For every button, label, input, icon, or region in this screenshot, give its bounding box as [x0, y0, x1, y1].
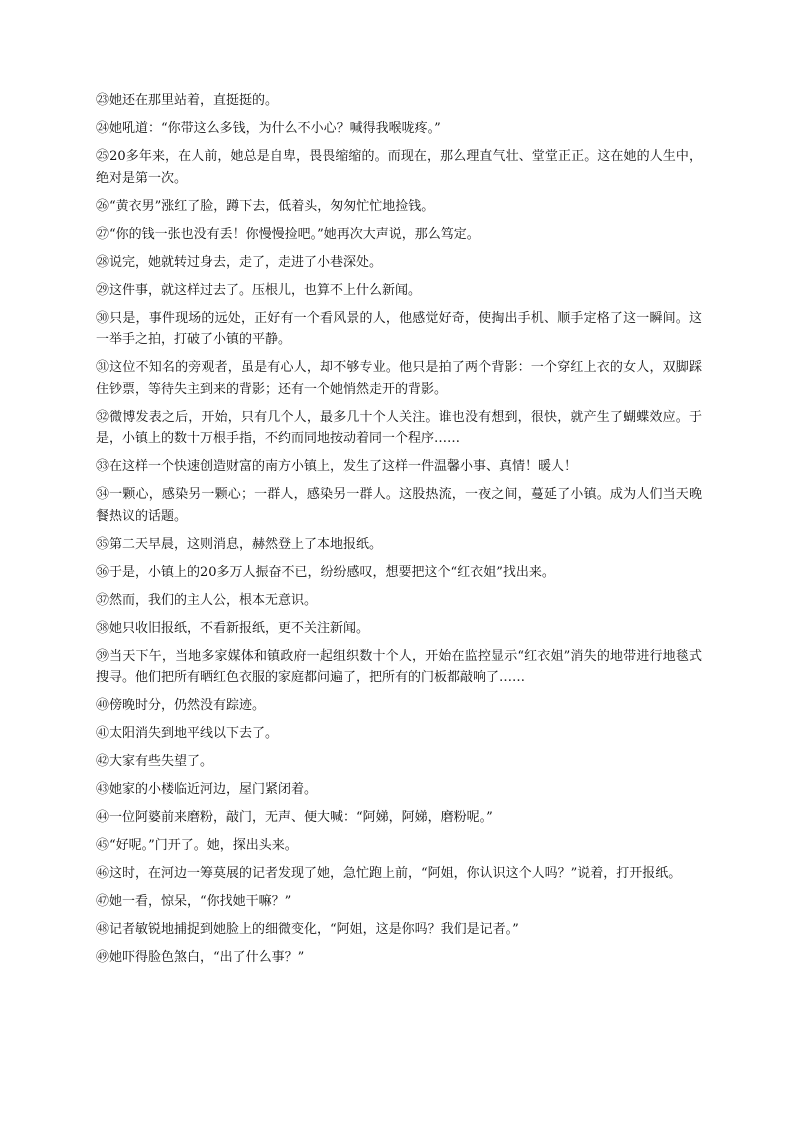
paragraph-31: ㉛这位不知名的旁观者，虽是有心人，却不够专业。他只是拍了两个背影：一个穿红上衣的女人，双脚踩住钞票，等待失主到来的背影；还有一个她悄然走开的背影。	[96, 360, 702, 397]
paragraph-34: ㉞一颗心，感染另一颗心；一群人，感染另一群人。这股热流，一夜之间，蔓延了小镇。成为人们当天晚餐热议的话题。	[96, 487, 702, 524]
paragraph-27: ㉗“你的钱一张也没有丢！你慢慢捡吧。”她再次大声说，那么笃定。	[96, 226, 480, 242]
paragraph-40: ㊵傍晚时分，仍然没有踪迹。	[96, 698, 266, 713]
paragraph-29: ㉙这件事，就这样过去了。压根儿，也算不上什么新闻。	[96, 282, 422, 298]
paragraph-26: ㉖“黄衣男”涨红了脸，蹲下去，低着头，匆匆忙忙地捡钱。	[96, 198, 435, 214]
paragraph-37: ㊲然而，我们的主人公，根本无意识。	[96, 592, 318, 608]
paragraph-28: ㉘说完，她就转过身去，走了，走进了小巷深处。	[96, 254, 383, 270]
paragraph-30: ㉚只是，事件现场的远处，正好有一个看风景的人，他感觉好奇，使掏出手机、顺手定格了这一瞬间。这一举手之拍，打破了小镇的平静。	[96, 310, 702, 347]
paragraph-23: ㉓她还在那里站着，直挺挺的。	[96, 93, 279, 108]
paragraph-41: ㊶太阳消失到地平线以下去了。	[96, 726, 279, 741]
paragraph-42: ㊷大家有些失望了。	[96, 754, 214, 769]
paragraph-48: ㊽记者敏锐地捕捉到她脸上的细微变化，“阿姐，这是你吗？我们是记者。”	[96, 922, 519, 937]
paragraph-46: ㊻这时，在河边一筹莫展的记者发现了她，急忙跑上前，“阿姐，你认识这个人吗？”说着，打开报纸。	[96, 866, 682, 881]
paragraph-49: ㊾她吓得脸色煞白，“出了什么事？”	[96, 950, 305, 965]
paragraph-47: ㊼她一看，惊呆，“你找她干嘛？”	[96, 894, 292, 909]
paragraph-25: ㉕20多年来，在人前，她总是自卑，畏畏缩缩的。而现在，那么理直气壮、堂堂正正。这在她的人生中，绝对是第一次。	[96, 149, 702, 186]
paragraph-38: ㊳她只收旧报纸，不看新报纸，更不关注新闻。	[96, 620, 370, 636]
paragraph-45: ㊺“好呢。”门开了。她，探出头来。	[96, 838, 298, 853]
paragraph-24: ㉔她吼道：“你带这么多钱，为什么不小心？喊得我喉咙疼。”	[96, 121, 441, 136]
paragraph-33: ㉝在这样一个快速创造财富的南方小镇上，发生了这样一件温馨小事、真情！暖人！	[96, 459, 578, 474]
paragraph-32: ㉜微博发表之后，开始，只有几个人，最多几十个人关注。谁也没有想到，很快，就产生了蝴蝶效应。于是，小镇上的数十万根手指，不约而同地按动着同一个程序……	[96, 409, 702, 446]
paragraph-43: ㊸她家的小楼临近河边，屋门紧闭着。	[96, 782, 318, 797]
paragraph-39: ㊴当天下午，当地多家媒体和镇政府一起组织数十个人，开始在监控显示“红衣姐”消失的地带进行地毯式搜寻。他们把所有晒红色衣服的家庭都问遍了，把所有的门板都敲响了……	[96, 648, 702, 685]
paragraph-35: ㉟第二天早晨，这则消息，赫然登上了本地报纸。	[96, 536, 383, 552]
paragraph-44: ㊹一位阿婆前来磨粉，敲门，无声、便大喊：“阿娣，阿娣，磨粉呢。”	[96, 810, 493, 825]
paragraph-36: ㊱于是，小镇上的20多万人振奋不已，纷纷感叹，想要把这个“红衣姐”找出来。	[96, 564, 555, 580]
